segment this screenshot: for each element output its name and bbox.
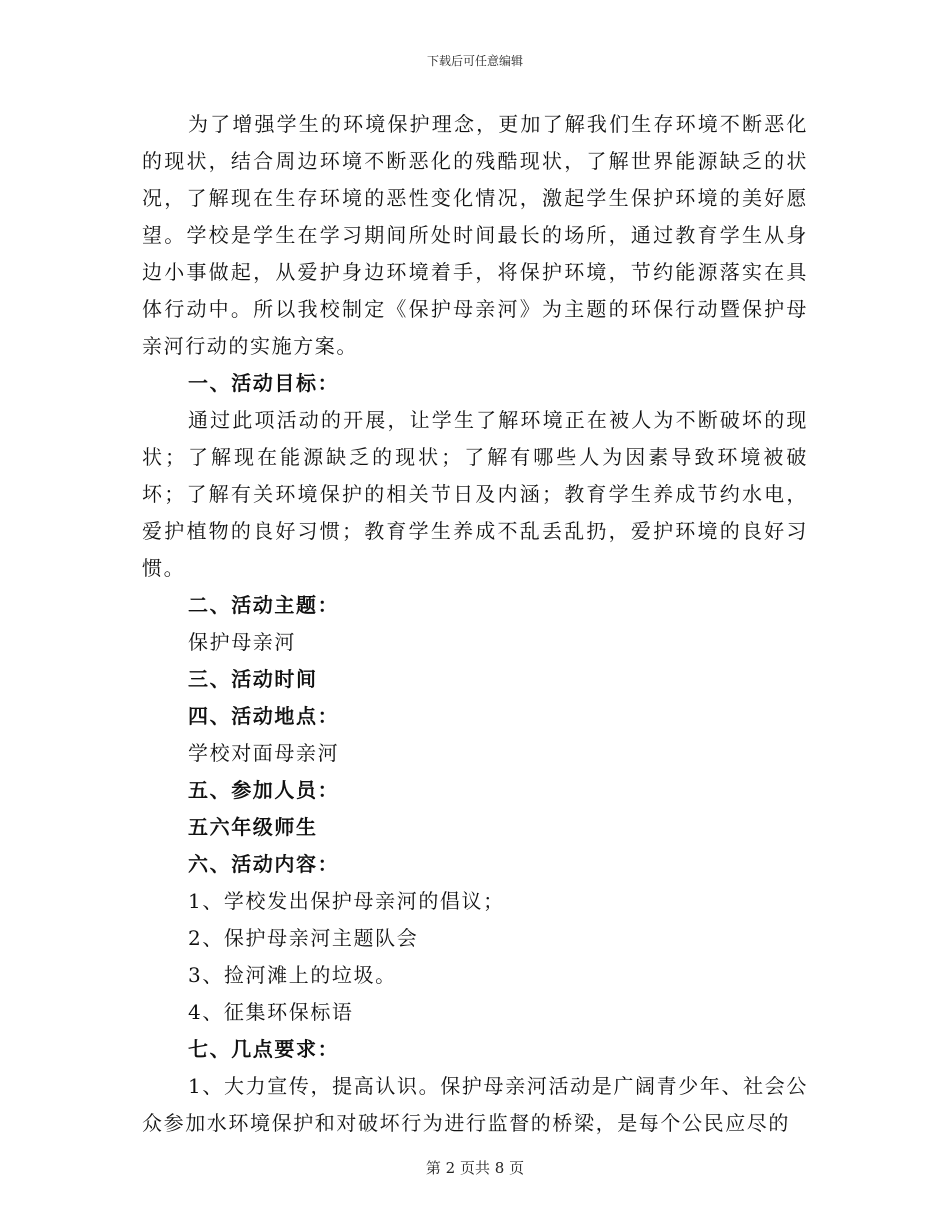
goal-heading: 一、活动目标： [188,371,340,395]
theme-heading: 二、活动主题： [188,593,340,617]
place-heading: 四、活动地点： [188,704,340,728]
intro-paragraph: 为了增强学生的环境保护理念，更加了解我们生存环境不断恶化的现状，结合周边环境不断恶化的残酷现状，了解世界能源缺乏的状况，了解现在生存环境的恶性变化情况，激起学生保护环境的美好愿望。学校是学生在学习期间所处时间最长的场所，通过教育学生从身边小事做起，从爱护身边环境着手，将保护环境，节约能源落实在具体行动中。所以我校制定《保护母亲河》为主题的环保行动暨保护母亲河行动的实施方案。 [142,112,808,358]
content-heading: 六、活动内容： [188,852,340,876]
place-text: 学校对面母亲河 [188,741,340,765]
document-body [142,106,808,1142]
requirements-heading: 七、几点要求： [188,1037,340,1061]
theme-text: 保护母亲河 [188,630,296,654]
content-item: 3、捡河滩上的垃圾。 [188,963,397,987]
content-item: 4、征集环保标语 [188,1000,354,1024]
page-header: 下载后可任意编辑 [426,54,523,68]
page-footer: 第 2 页共 8 页 [425,1159,525,1177]
people-heading: 五、参加人员： [188,778,340,802]
requirements-paragraph: 1、大力宣传，提高认识。保护母亲河活动是广阔青少年、社会公众参加水环境保护和对破坏行为进行监督的桥梁，是每个公民应尽的 [142,1074,808,1135]
people-text: 五六年级师生 [188,815,318,839]
content-item: 1、学校发出保护母亲河的倡议； [188,889,505,913]
goal-paragraph: 通过此项活动的开展，让学生了解环境正在被人为不断破坏的现状；了解现在能源缺乏的现状；了解有哪些人为因素导致环境被破坏；了解有关环境保护的相关节日及内涵；教育学生养成节约水电，爱护植物的良好习惯；教育学生养成不乱丢乱扔，爱护环境的良好习惯。 [142,408,808,580]
content-item: 2、保护母亲河主题队会 [188,926,419,950]
time-heading: 三、活动时间 [188,667,318,691]
